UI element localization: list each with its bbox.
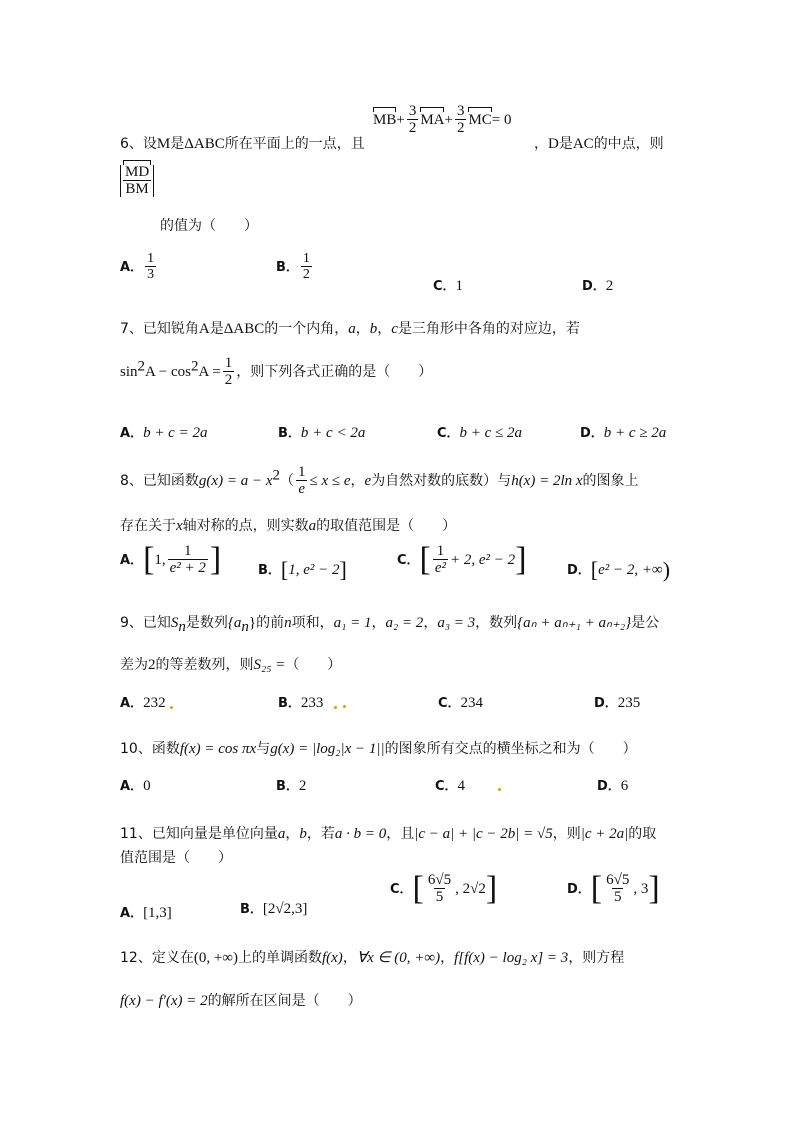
q10-option-d[interactable]: D．6 <box>597 778 629 794</box>
q8-line2: 存在关于x轴对称的点，则实数a的取值范围是（ ） <box>120 518 457 534</box>
q11-line2: 值范围是（ ） <box>120 850 232 866</box>
q11-option-b[interactable]: B．[2√2,3] <box>240 901 308 917</box>
q7-option-c[interactable]: C．b + c ≤ 2a <box>437 425 523 441</box>
q7-line1: 7、已知锐角A是ΔABC的一个内角，a，b，c是三角形中各角的对应边，若 <box>120 321 580 337</box>
q7-number: 7、 <box>120 321 143 337</box>
q6-number: 6、 <box>120 136 143 152</box>
q6-option-b[interactable]: B． $\frac{1}{2}$ <box>276 251 310 282</box>
q12-line1: 12、定义在(0, +∞)上的单调函数f(x)，∀x ∈ (0, +∞)，f[f(x) − log₂ x] = 3，则方程 <box>120 950 625 966</box>
q6-option-c[interactable]: C．1 <box>433 278 464 294</box>
q6-option-d[interactable]: D．2 <box>582 278 614 294</box>
q12-number: 12、 <box>120 950 152 966</box>
coef1-num: 3 <box>408 103 417 119</box>
vec-ma: MA <box>420 112 445 128</box>
ratio-den: BM <box>125 181 149 197</box>
stray-dot <box>170 706 173 709</box>
vec-mb: MB <box>373 112 397 128</box>
q10-option-b[interactable]: B．2 <box>276 778 307 794</box>
eq-rhs: = 0 <box>491 112 512 128</box>
q9-option-c[interactable]: C．234 <box>438 695 484 711</box>
stray-dot <box>498 788 501 791</box>
q6-line1-tail: ，D是AC的中点，则 <box>534 136 664 152</box>
coef1-den: 2 <box>408 120 417 136</box>
ratio-num: MD <box>125 164 150 180</box>
q10-line1: 10、函数f(x) = cos πx与g(x) = |log₂|x − 1||的图象所有交点的横坐标之和为（ ） <box>120 741 637 757</box>
q8-option-a[interactable]: A．[1, $\frac{1}{\text{e² + 2}}$ ] <box>120 541 222 578</box>
q6-line2: 的值为（ ） <box>160 218 258 234</box>
vec-mc: MC <box>468 112 492 128</box>
q10-option-c[interactable]: C．4 <box>435 778 466 794</box>
q7-option-b[interactable]: B．b + c < 2a <box>278 425 366 441</box>
q11-option-d[interactable]: D．[ $\frac{6√5}{5}$ , 3] <box>567 870 660 907</box>
q6-equation: MB+ $\frac{3}{2}$ MA+ $\frac{3}{2}$ MC= 0 <box>373 103 512 136</box>
q6-ratio <box>120 165 154 197</box>
q9-number: 9、 <box>120 615 143 631</box>
q11-option-a[interactable]: A．[1,3] <box>120 905 172 921</box>
coef2-num: 3 <box>456 103 465 119</box>
q8-option-c[interactable]: C．[ $\frac{1}{\text{e²}}$ + 2, e² − 2] <box>397 541 527 578</box>
q10-number: 10、 <box>120 741 152 757</box>
q6-line1: 6、设M是ΔABC所在平面上的一点，且 <box>120 136 365 152</box>
q8-option-d[interactable]: D．[e² − 2, +∞) <box>567 557 671 582</box>
q11-number: 11、 <box>120 826 152 842</box>
q8-option-b[interactable]: B．[1, e² − 2] <box>258 557 347 582</box>
q11-line1: 11、已知向量是单位向量a，b，若a · b = 0，且|c − a| + |c − 2b| = √5，则|c + 2a|的取 <box>120 826 657 842</box>
q9-option-d[interactable]: D．235 <box>594 695 641 711</box>
q8-number: 8、 <box>120 473 143 489</box>
q9-line2: 差为2的等差数列，则S₂₅ =（ ） <box>120 657 342 673</box>
q7-option-d[interactable]: D．b + c ≥ 2a <box>580 425 667 441</box>
q7-option-a[interactable]: A．b + c = 2a <box>120 425 208 441</box>
q10-option-a[interactable]: A．0 <box>120 778 151 794</box>
q7-line2: $\sin^2A - \cos^2A$ = $\frac{1}{2}$ ，则下列各式正确的是（ ） <box>120 355 433 388</box>
q11-option-c[interactable]: C．[ $\frac{6√5}{5}$ , 2√2] <box>390 870 498 907</box>
q9-option-b[interactable]: B．233 <box>278 695 324 711</box>
stray-dot <box>343 705 346 708</box>
q6-option-a[interactable]: A． $\frac{1}{3}$ <box>120 251 155 282</box>
q8-line1: 8、已知函数$g(x) = a - x^2$（ $\frac{1}{e}$ ≤ x ≤ e，e为自然对数的底数）与h(x) = 2ln x的图象上 <box>120 464 639 497</box>
q9-line1: 9、已知$S_n$是数列$\{a_n\}$的前n项和，a₁ = 1，a₂ = 2，a₃ = 3，数列{aₙ + aₙ₊₁ + aₙ₊₂}是公 <box>120 615 660 635</box>
stray-dot <box>334 706 337 709</box>
coef2-den: 2 <box>456 120 465 136</box>
q12-line2: f(x) − f′(x) = 2的解所在区间是（ ） <box>120 993 362 1009</box>
q9-option-a[interactable]: A．232 <box>120 695 166 711</box>
